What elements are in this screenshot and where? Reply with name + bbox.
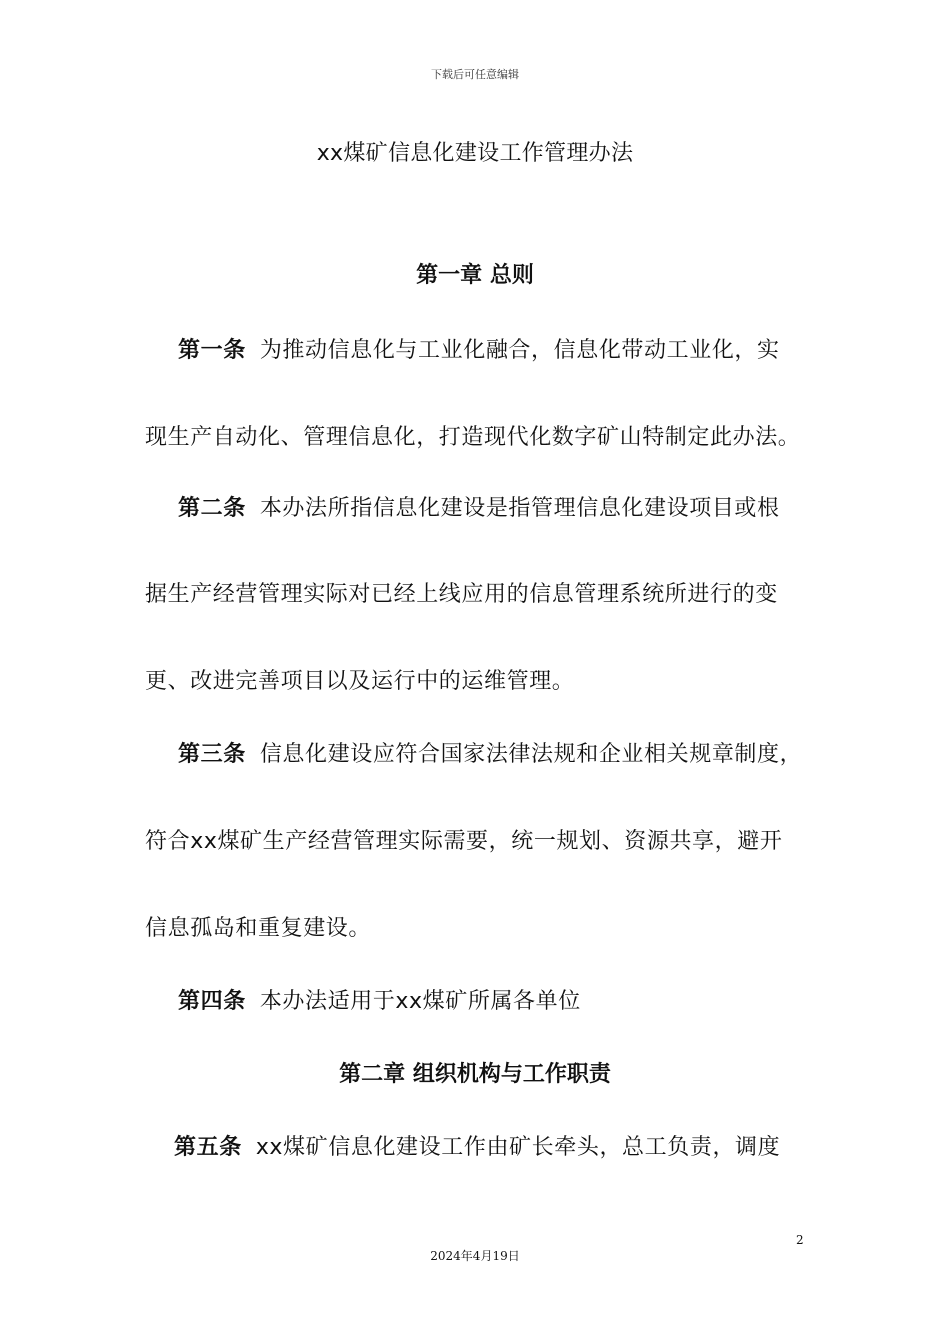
document-title: xx煤矿信息化建设工作管理办法 xyxy=(316,141,634,166)
article-2-line-1 xyxy=(178,491,780,522)
page-number: 2 xyxy=(796,1233,804,1247)
article-4-text: 本办法适用于xx煤矿所属各单位 xyxy=(259,989,581,1014)
page-header: 下载后可任意编辑 xyxy=(431,68,519,81)
article-3-line-3: 信息孤岛和重复建设。 xyxy=(145,916,372,941)
article-2-text: 本办法所指信息化建设是指管理信息化建设项目或根 xyxy=(259,496,780,521)
chapter-heading-1: 第一章 总则 xyxy=(416,263,534,288)
article-5-line-1 xyxy=(174,1130,780,1161)
article-1-line-2: 现生产自动化、管理信息化，打造现代化数字矿山特制定此办法。 xyxy=(145,425,801,450)
article-5-text: xx煤矿信息化建设工作由矿长牵头，总工负责，调度 xyxy=(255,1135,781,1160)
page-footer-date: 2024年4月19日 xyxy=(430,1249,520,1263)
article-3-line-1 xyxy=(178,737,802,768)
article-4-line-1 xyxy=(178,984,581,1015)
article-2-label: 第二条 xyxy=(178,496,246,521)
article-1-text: 为推动信息化与工业化融合，信息化带动工业化，实 xyxy=(259,338,780,363)
article-3-line-2: 符合xx煤矿生产经营管理实际需要，统一规划、资源共享，避开 xyxy=(145,829,783,854)
article-4-label: 第四条 xyxy=(178,989,246,1014)
article-1-label: 第一条 xyxy=(178,338,246,363)
article-3-text: 信息化建设应符合国家法律法规和企业相关规章制度， xyxy=(259,742,803,767)
chapter-heading-2: 第二章 组织机构与工作职责 xyxy=(339,1062,611,1087)
article-2-line-2: 据生产经营管理实际对已经上线应用的信息管理系统所进行的变 xyxy=(145,582,778,607)
article-5-label: 第五条 xyxy=(174,1135,242,1160)
article-2-line-3: 更、改进完善项目以及运行中的运维管理。 xyxy=(145,669,575,694)
article-3-label: 第三条 xyxy=(178,742,246,767)
article-1-line-1 xyxy=(178,333,780,364)
